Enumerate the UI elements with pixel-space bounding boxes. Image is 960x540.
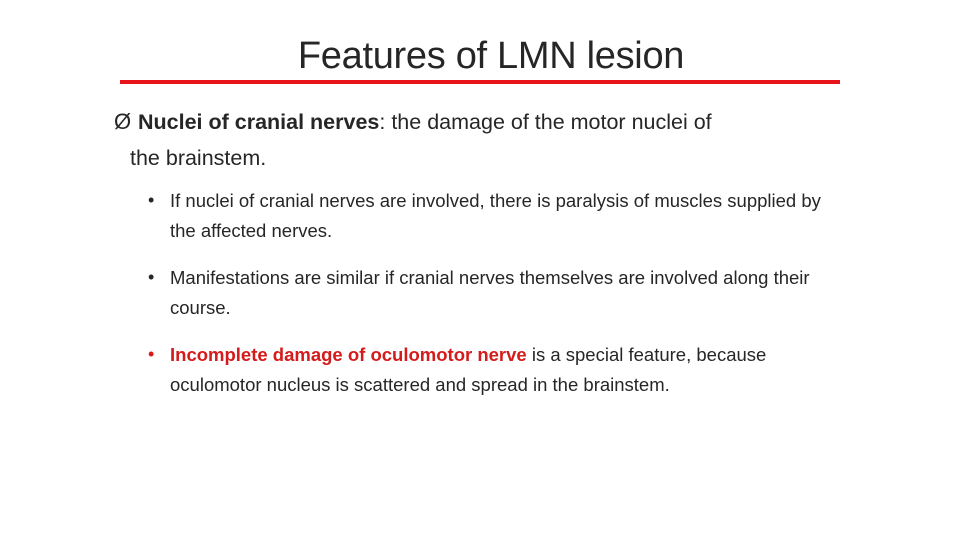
bullet-dot-icon: • [148, 344, 155, 364]
main-point-heading: Nuclei of cranial nerves [138, 110, 380, 134]
bullet-item [148, 263, 848, 322]
bullet-list [148, 186, 848, 417]
bullet-item [148, 186, 848, 245]
bullet-highlight: Incomplete damage of oculomotor nerve [170, 344, 527, 365]
bullet-dot-icon: • [148, 267, 155, 287]
main-point [114, 104, 844, 176]
bullet-text: is a special feature, because oculomotor nucleus is scattered and spread in the brainstem. [170, 344, 767, 395]
slide-title: Features of LMN lesion [297, 35, 685, 77]
main-point-text: : the damage of the motor nuclei of [379, 110, 712, 134]
arrow-right-icon: Ø [114, 109, 132, 134]
bullet-item [148, 340, 848, 399]
main-point-continuation: the brainstem. [130, 146, 267, 170]
bullet-dot-icon: • [148, 190, 155, 210]
title-underline [120, 80, 840, 84]
bullet-text: If nuclei of cranial nerves are involved, there is paralysis of muscles supplied by the affected nerves. [170, 190, 821, 241]
bullet-text: Manifestations are similar if cranial nerves themselves are involved along their course. [170, 267, 810, 318]
